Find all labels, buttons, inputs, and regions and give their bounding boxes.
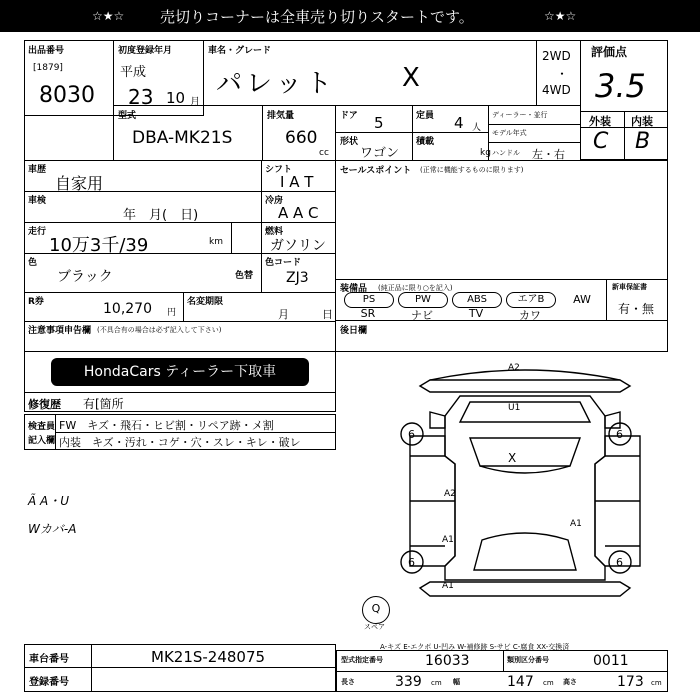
header-banner [0, 0, 700, 32]
warranty-label: 新車保証書 [612, 283, 647, 291]
tax-label: R券 [28, 297, 44, 307]
mark-front-bumper: A2 [508, 363, 520, 373]
car-damage-diagram [390, 356, 660, 618]
width-unit: cm [543, 679, 554, 687]
ac-value: A A C [278, 204, 319, 222]
displacement-box [262, 105, 336, 161]
dealer-label: ディーラー・並行 [492, 111, 548, 119]
exterior-score: C [593, 129, 609, 154]
usage-value: 自家用 [55, 174, 104, 193]
exterior-label: 外装 [589, 115, 611, 128]
cert-box [336, 650, 668, 692]
registration-year: 23 [128, 85, 154, 109]
registration-era: 平成 [120, 65, 147, 80]
body-value: ワゴン [360, 146, 400, 161]
equip-ps: PS [344, 292, 394, 308]
length-label: 長さ [341, 678, 355, 686]
sales-point-box [335, 160, 668, 280]
length-unit: cm [431, 679, 442, 687]
equip-navi: ナビ [411, 309, 433, 322]
spec-box [335, 105, 581, 161]
mark-right-rear-door: A1 [570, 519, 582, 529]
transfer-day: 日 [322, 308, 333, 321]
door-value: 5 [374, 114, 384, 132]
sales-point-note: (正常に機能するものに限ります) [420, 166, 524, 174]
color-label: 色 [28, 258, 38, 268]
mark-rear-left: A1 [442, 581, 454, 591]
sales-point-label: セールスポイント [340, 166, 412, 176]
car-grade: X [402, 63, 420, 93]
equip-sr: SR [360, 307, 376, 320]
drive-2wd: 2WD [542, 49, 571, 63]
shift-label: シフト [265, 165, 293, 175]
tax-unit: 円 [167, 308, 177, 318]
ac-label: 冷房 [265, 196, 284, 206]
lot-box [24, 40, 114, 116]
color-code-value: ZJ3 [286, 270, 309, 286]
mark-left-rear-quarter: A1 [442, 535, 454, 545]
mark-hood: U1 [508, 403, 521, 413]
type-value: 16033 [425, 653, 470, 669]
repair-value: 有[箇所 [83, 397, 124, 411]
chassis-value: MK21S-248075 [151, 648, 266, 666]
damage-legend: A-キズ E-エクボ U-凹み W-補修跡 S-サビ C-腐食 XX-交換済 [380, 643, 570, 651]
drive-dot: ・ [556, 67, 569, 81]
shift-box [261, 160, 336, 192]
mark-wheel-rl: 6 [408, 556, 415, 569]
color-code-box [261, 253, 336, 293]
lot-number: 8030 [39, 83, 95, 108]
transfer-month: 月 [278, 308, 289, 321]
repair-box [24, 392, 336, 412]
mark-wheel-rr: 6 [616, 556, 623, 569]
type-label: 型式指定番号 [341, 656, 383, 664]
chassis-label: 車台番号 [29, 654, 69, 665]
inspector-row-1: FW キズ・飛石・ヒビ割・リペア跡・メ割 [59, 419, 274, 432]
warranty-value: 有・無 [618, 302, 655, 316]
model-value: DBA-MK21S [132, 128, 233, 148]
afternotes-box [335, 320, 668, 352]
repair-label: 修復歴 [28, 398, 61, 411]
reg-number-label: 登録番号 [29, 677, 69, 688]
equip-aw: AW [573, 293, 591, 306]
registration-label: 初度登録年月 [118, 46, 173, 56]
seats-unit: 人 [472, 123, 482, 133]
body-label: 形状 [340, 137, 359, 147]
color-change-label: 色替 [235, 271, 254, 281]
inspector-box [24, 414, 336, 450]
notes-box [24, 321, 336, 393]
equip-abs: ABS [452, 292, 502, 308]
mileage-box [24, 222, 262, 254]
lot-sub: [1879] [33, 63, 63, 73]
seats-label: 定員 [416, 111, 435, 121]
drive-4wd: 4WD [542, 83, 571, 97]
transfer-label: 名変期限 [187, 297, 224, 307]
banner-text: 売切りコーナーは全車売り切りスタートです。 [160, 8, 474, 26]
car-name: パレット [216, 69, 336, 99]
tax-value: 10,270 [103, 301, 152, 317]
width-value: 147 [507, 674, 534, 690]
class-value: 0011 [593, 653, 629, 669]
mark-left-door: A2 [444, 489, 456, 499]
chassis-box [24, 644, 336, 692]
score-label: 評価点 [591, 45, 628, 59]
notes-sub: (不具合有の場合は必ず記入して下さい) [97, 326, 222, 334]
weight-label: 積載 [416, 137, 435, 147]
registration-month: 10 [166, 89, 186, 107]
mileage-unit: km [209, 237, 223, 247]
door-label: ドア [340, 111, 358, 121]
mileage-label: 走行 [28, 227, 47, 237]
mark-wheel-fl: 6 [408, 428, 415, 441]
height-label: 高さ [563, 678, 577, 686]
mark-wheel-fr: 6 [616, 428, 623, 441]
equipment-box [335, 279, 668, 321]
displacement-value: 660 [285, 128, 318, 148]
color-box [24, 253, 262, 293]
model-box [113, 105, 263, 161]
spare-tire: Q [362, 596, 390, 624]
score-box [580, 40, 668, 160]
length-value: 339 [395, 674, 422, 690]
inspection-label: 車検 [28, 196, 47, 206]
handwritten-line-1: Ã A・U [28, 494, 70, 508]
interior-label: 内装 [631, 115, 653, 128]
equip-airbag: エアB [506, 292, 556, 308]
model-year-label: モデル年式 [492, 129, 527, 137]
handle-label: ハンドル [492, 149, 520, 157]
model-label: 型式 [118, 111, 137, 121]
width-label: 幅 [453, 678, 460, 686]
stars-left: ☆★☆ [92, 9, 125, 23]
displacement-unit: cc [319, 148, 329, 158]
height-unit: cm [651, 679, 662, 687]
usage-label: 車歴 [28, 165, 47, 175]
equip-leather: カワ [519, 309, 541, 322]
inspector-row-2: 内装 キズ・汚れ・コゲ・穴・スレ・キレ・破レ [59, 436, 301, 449]
inspection-value: 年 月( 日) [123, 208, 199, 223]
afternotes-label: 後日欄 [340, 326, 368, 336]
inspector-label-1: 検査員 [28, 422, 56, 432]
inspector-label-2: 記入欄 [28, 436, 56, 446]
class-label: 類別区分番号 [507, 656, 549, 664]
lot-label: 出品番号 [28, 46, 65, 56]
score-value: 3.5 [595, 67, 646, 105]
fuel-box [261, 222, 336, 254]
shift-value: I A T [280, 173, 314, 191]
spare-label: スペア [364, 623, 385, 631]
equip-pw: PW [398, 292, 448, 308]
car-name-label: 車名・グレード [208, 46, 272, 56]
mileage-value: 10万3千/39 [49, 235, 149, 256]
mark-windshield: X [508, 451, 517, 465]
height-value: 173 [617, 674, 644, 690]
ac-box [261, 191, 336, 223]
color-value: ブラック [57, 269, 113, 285]
weight-unit: kg [480, 148, 491, 158]
stars-right: ☆★☆ [544, 9, 577, 23]
seats-value: 4 [454, 114, 464, 132]
transfer-box [183, 292, 336, 322]
usage-box [24, 160, 262, 192]
handle-value: 左・右 [532, 148, 565, 161]
inspection-box [24, 191, 262, 223]
handwritten-line-2: Wカバ-A [28, 522, 77, 536]
displacement-label: 排気量 [267, 111, 295, 121]
equipment-label: 装備品 [340, 284, 368, 294]
equipment-note: (純正品に限り○を記入) [378, 284, 453, 292]
dealer-stamp: HondaCars ティーラー下取車 [51, 358, 309, 386]
equip-tv: TV [468, 307, 484, 320]
interior-score: B [635, 129, 651, 154]
fuel-value: ガソリン [270, 238, 326, 254]
fuel-label: 燃料 [265, 227, 284, 237]
notes-label: 注意事項申告欄 [28, 326, 92, 336]
car-name-box [203, 40, 581, 106]
tax-box [24, 292, 184, 322]
color-code-label: 色コード [265, 258, 302, 268]
registration-month-unit: 月 [190, 97, 200, 108]
